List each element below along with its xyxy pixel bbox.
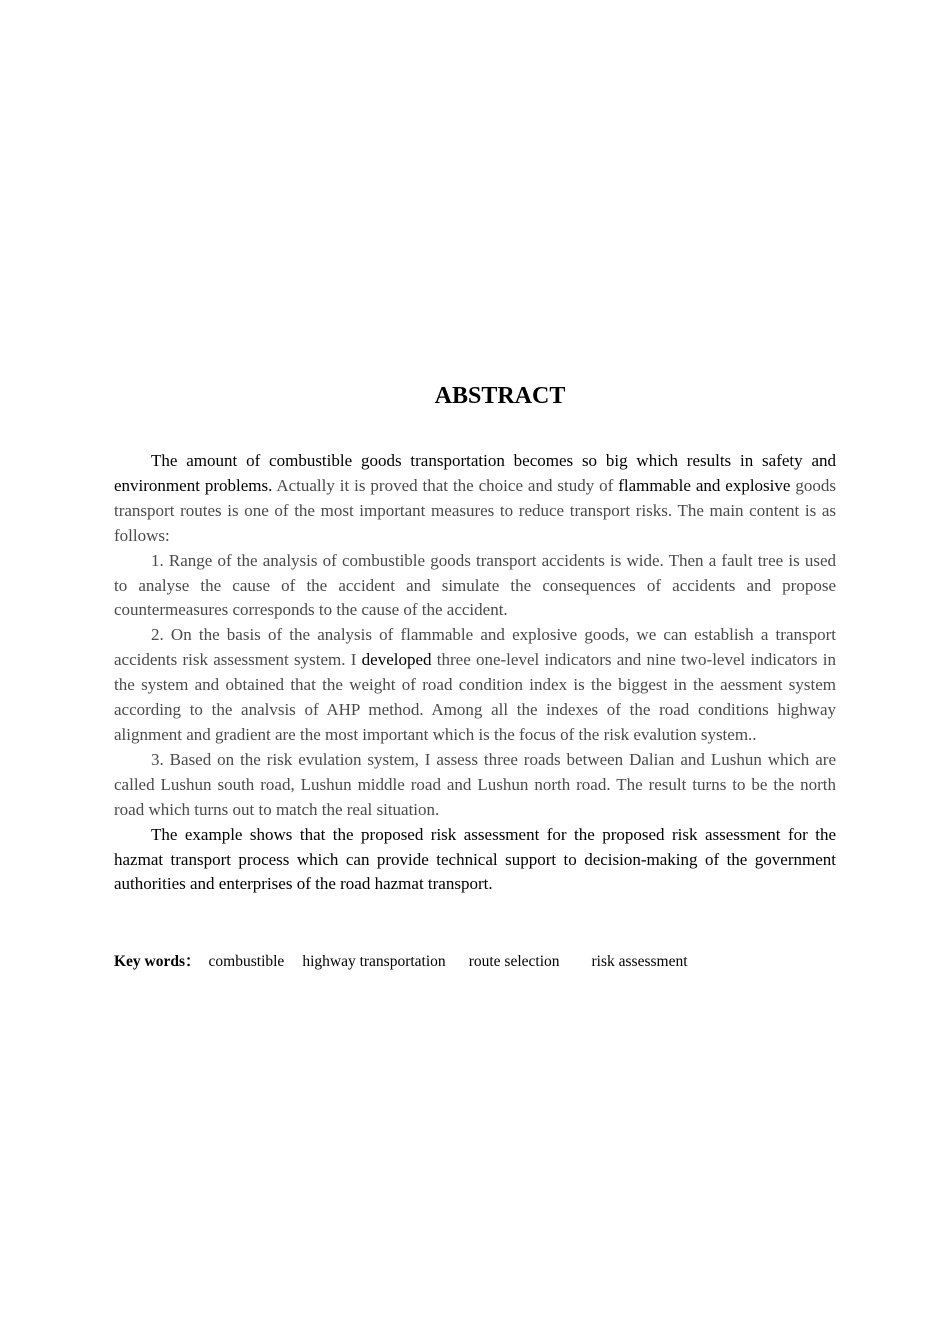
point-3-text: 3. Based on the risk evulation system, I assess three roads between Dalian and Lushun which are called Lushun south road, Lushun middle road and Lushun north road. The result turns to be the north road which turns out to match the real situation. xyxy=(114,749,836,819)
keywords-label: Key words： xyxy=(114,953,201,970)
abstract-paragraph-intro xyxy=(114,449,836,549)
keyword-item: route selection xyxy=(468,953,560,970)
intro-sentence-2b: goods transport routes is one of the most important measures to reduce transport risks. The main content is as follows: xyxy=(114,475,836,545)
keyword-item: combustible xyxy=(208,953,285,970)
abstract-conclusion xyxy=(114,823,836,898)
point-2-text-b: three one-level indicators and nine two-level indicators in the system and obtained that the weight of road condition index is the biggest in the aessment system according to the analvsis of AHP method. Among all the indexes of the road conditions highway alignment and gradient are the most important which is the focus of the risk evalution system.. xyxy=(114,650,836,744)
abstract-point-2 xyxy=(114,623,836,748)
abstract-point-1 xyxy=(114,549,836,624)
conclusion-text: The example shows that the proposed risk assessment for the proposed risk assessment for the hazmat transport process which can provide technical support to decision-making of the government authorities and enterprises of the road hazmat transport. xyxy=(114,824,836,894)
point-2-text-a: 2. On the basis of the analysis of flammable and explosive goods, we can establish a transport accidents risk assessment system. I xyxy=(114,625,836,670)
abstract-body xyxy=(114,449,836,897)
point-1-text: 1. Range of the analysis of combustible goods transport accidents is wide. Then a fault tree is used to analyse the cause of the accident and simulate the consequences of accidents and propose countermeasures corresponds to the cause of the accident. xyxy=(114,550,836,620)
intro-sentence-2a: Actually it is proved that the choice and study of xyxy=(272,475,619,495)
keyword-item: highway transportation xyxy=(302,953,446,970)
keyword-item: risk assessment xyxy=(591,953,688,970)
keywords-line xyxy=(114,949,874,971)
abstract-title: ABSTRACT xyxy=(434,383,566,409)
intro-highlight: flammable and explosive xyxy=(618,475,791,495)
point-2-highlight: developed xyxy=(361,650,432,670)
intro-sentence-1: The amount of combustible goods transportation becomes so big which results in safety and environment problems. xyxy=(114,451,836,495)
abstract-point-3 xyxy=(114,748,836,823)
